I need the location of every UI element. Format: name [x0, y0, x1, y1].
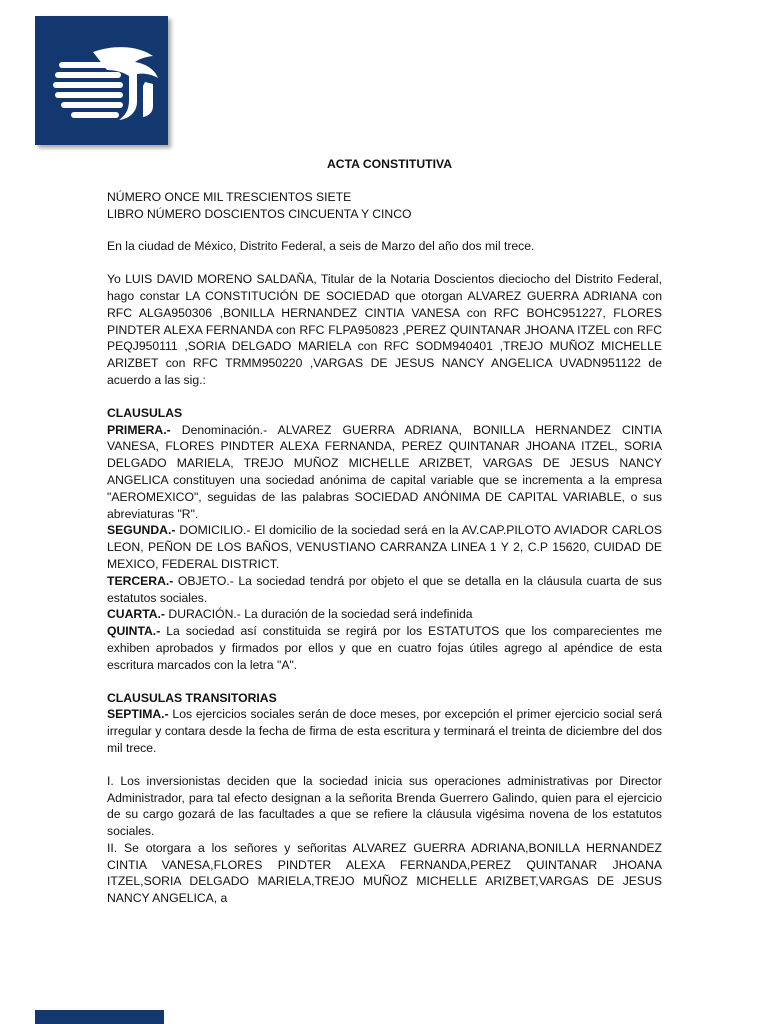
eagle-head-icon: [35, 16, 168, 145]
clause-text: DURACIÓN.- La duración de la sociedad será indefinida: [165, 607, 473, 622]
clause-text: Denominación.- ALVAREZ GUERRA ADRIANA, BONILLA HERNANDEZ CINTIA VANESA, FLORES PINDTER ALEXA FERNANDA, PEREZ QUINTANAR JHOANA ITZEL, SORIA DELGADO MARIELA, TREJO MUÑOZ MICHELLE ARIZBET, VARGAS DE JESUS NANCY ANGELICA constituyen una sociedad anónima de capital variable que se incrementa a la empresa "AEROMEXICO", seguidas de las palabras SOCIEDAD ANÓNIMA DE CAPITAL VARIABLE, o sus abreviaturas "R".: [107, 422, 662, 521]
clause-text: DOMICILIO.- El domicilio de la sociedad será en la AV.CAP.PILOTO AVIADOR CARLOS LEON, PEÑON DE LOS BAÑOS, VENUSTIANO CARRANZA LINEA 1 Y 2, C.P 15620, CUIDAD DE MEXICO, FEDERAL DISTRICT.: [107, 523, 662, 571]
clause-septima: [107, 706, 662, 756]
clause-label: SEGUNDA.-: [107, 523, 176, 538]
clause-text: OBJETO.- La sociedad tendrá por objeto el que se detalla en la cláusula cuarta de sus estatutos sociales.: [107, 573, 662, 605]
clause-quinta: [107, 623, 662, 673]
footer-bar: [35, 1010, 164, 1024]
clause-primera: [107, 422, 662, 523]
clause-label: SEPTIMA.-: [107, 707, 169, 722]
place-date: En la ciudad de México, Distrito Federal, a seis de Marzo del año dos mil trece.: [107, 239, 535, 254]
document-title: ACTA CONSTITUTIVA: [326, 157, 453, 171]
clause-label: QUINTA.-: [107, 624, 161, 639]
clause-text: La sociedad así constituida se regirá por los ESTATUTOS que los comparecientes me exhiben aprobados y firmados por ellos y que en cuatro fojas útiles agrego al apéndice de esta escritura marcados con la letra "A".: [107, 624, 662, 672]
registry-block: [107, 189, 662, 223]
clause-label: CUARTA.-: [107, 607, 165, 622]
registry-number: NÚMERO ONCE MIL TRESCIENTOS SIETE: [107, 189, 352, 204]
clause-text: Los ejercicios sociales serán de doce meses, por excepción el primer ejercicio social será irregular y contara desde la fecha de firma de esta escritura y terminará el treinta de diciembre del dos mil trece.: [107, 707, 662, 755]
document-body: [107, 156, 662, 907]
registry-book: LIBRO NÚMERO DOSCIENTOS CINCUENTA Y CINCO: [107, 206, 412, 221]
transitory-heading: CLAUSULAS TRANSITORIAS: [107, 690, 277, 705]
point-i: I. Los inversionistas deciden que la sociedad inicia sus operaciones administrativas por Director Administrador, para tal efecto designan a la señorita Brenda Guerrero Galindo, quien para el ejercicio de su cargo gozará de las facultades a que se refiere la cláusula vigésima novena de los estatutos sociales.: [107, 773, 662, 839]
point-ii: II. Se otorgara a los señores y señoritas ALVAREZ GUERRA ADRIANA,BONILLA HERNANDEZ CINTIA VANESA,FLORES PINDTER ALEXA FERNANDA,PEREZ QUINTANAR JHOANA ITZEL,SORIA DELGADO MARIELA,TREJO MUÑOZ MICHELLE ARIZBET,VARGAS DE JESUS NANCY ANGELICA, a: [107, 840, 662, 906]
clause-cuarta: [107, 606, 662, 623]
logo: [35, 16, 168, 145]
clause-label: PRIMERA.-: [107, 422, 171, 437]
clauses-heading: CLAUSULAS: [107, 405, 183, 420]
clause-label: TERCERA.-: [107, 573, 174, 588]
clause-tercera: [107, 573, 662, 607]
notary-declaration: Yo LUIS DAVID MORENO SALDAÑA, Titular de la Notaria Doscientos dieciocho del Distrito Federal, hago constar LA CONSTITUCIÓN DE SOCIEDAD que otorgan ALVAREZ GUERRA ADRIANA con RFC ALGA950306 ,BONILLA HERNANDEZ CINTIA VANESA con RFC BOHC951227, FLORES PINDTER ALEXA FERNANDA con RFC FLPA950823 ,PEREZ QUINTANAR JHOANA ITZEL con RFC PEQJ950111 ,SORIA DELGADO MARIELA con RFC SODM940401 ,TREJO MUÑOZ MICHELLE ARIZBET con RFC TRMM950220 ,VARGAS DE JESUS NANCY ANGELICA UVADN951122 de acuerdo a las sig.:: [107, 272, 662, 387]
clause-segunda: [107, 522, 662, 572]
